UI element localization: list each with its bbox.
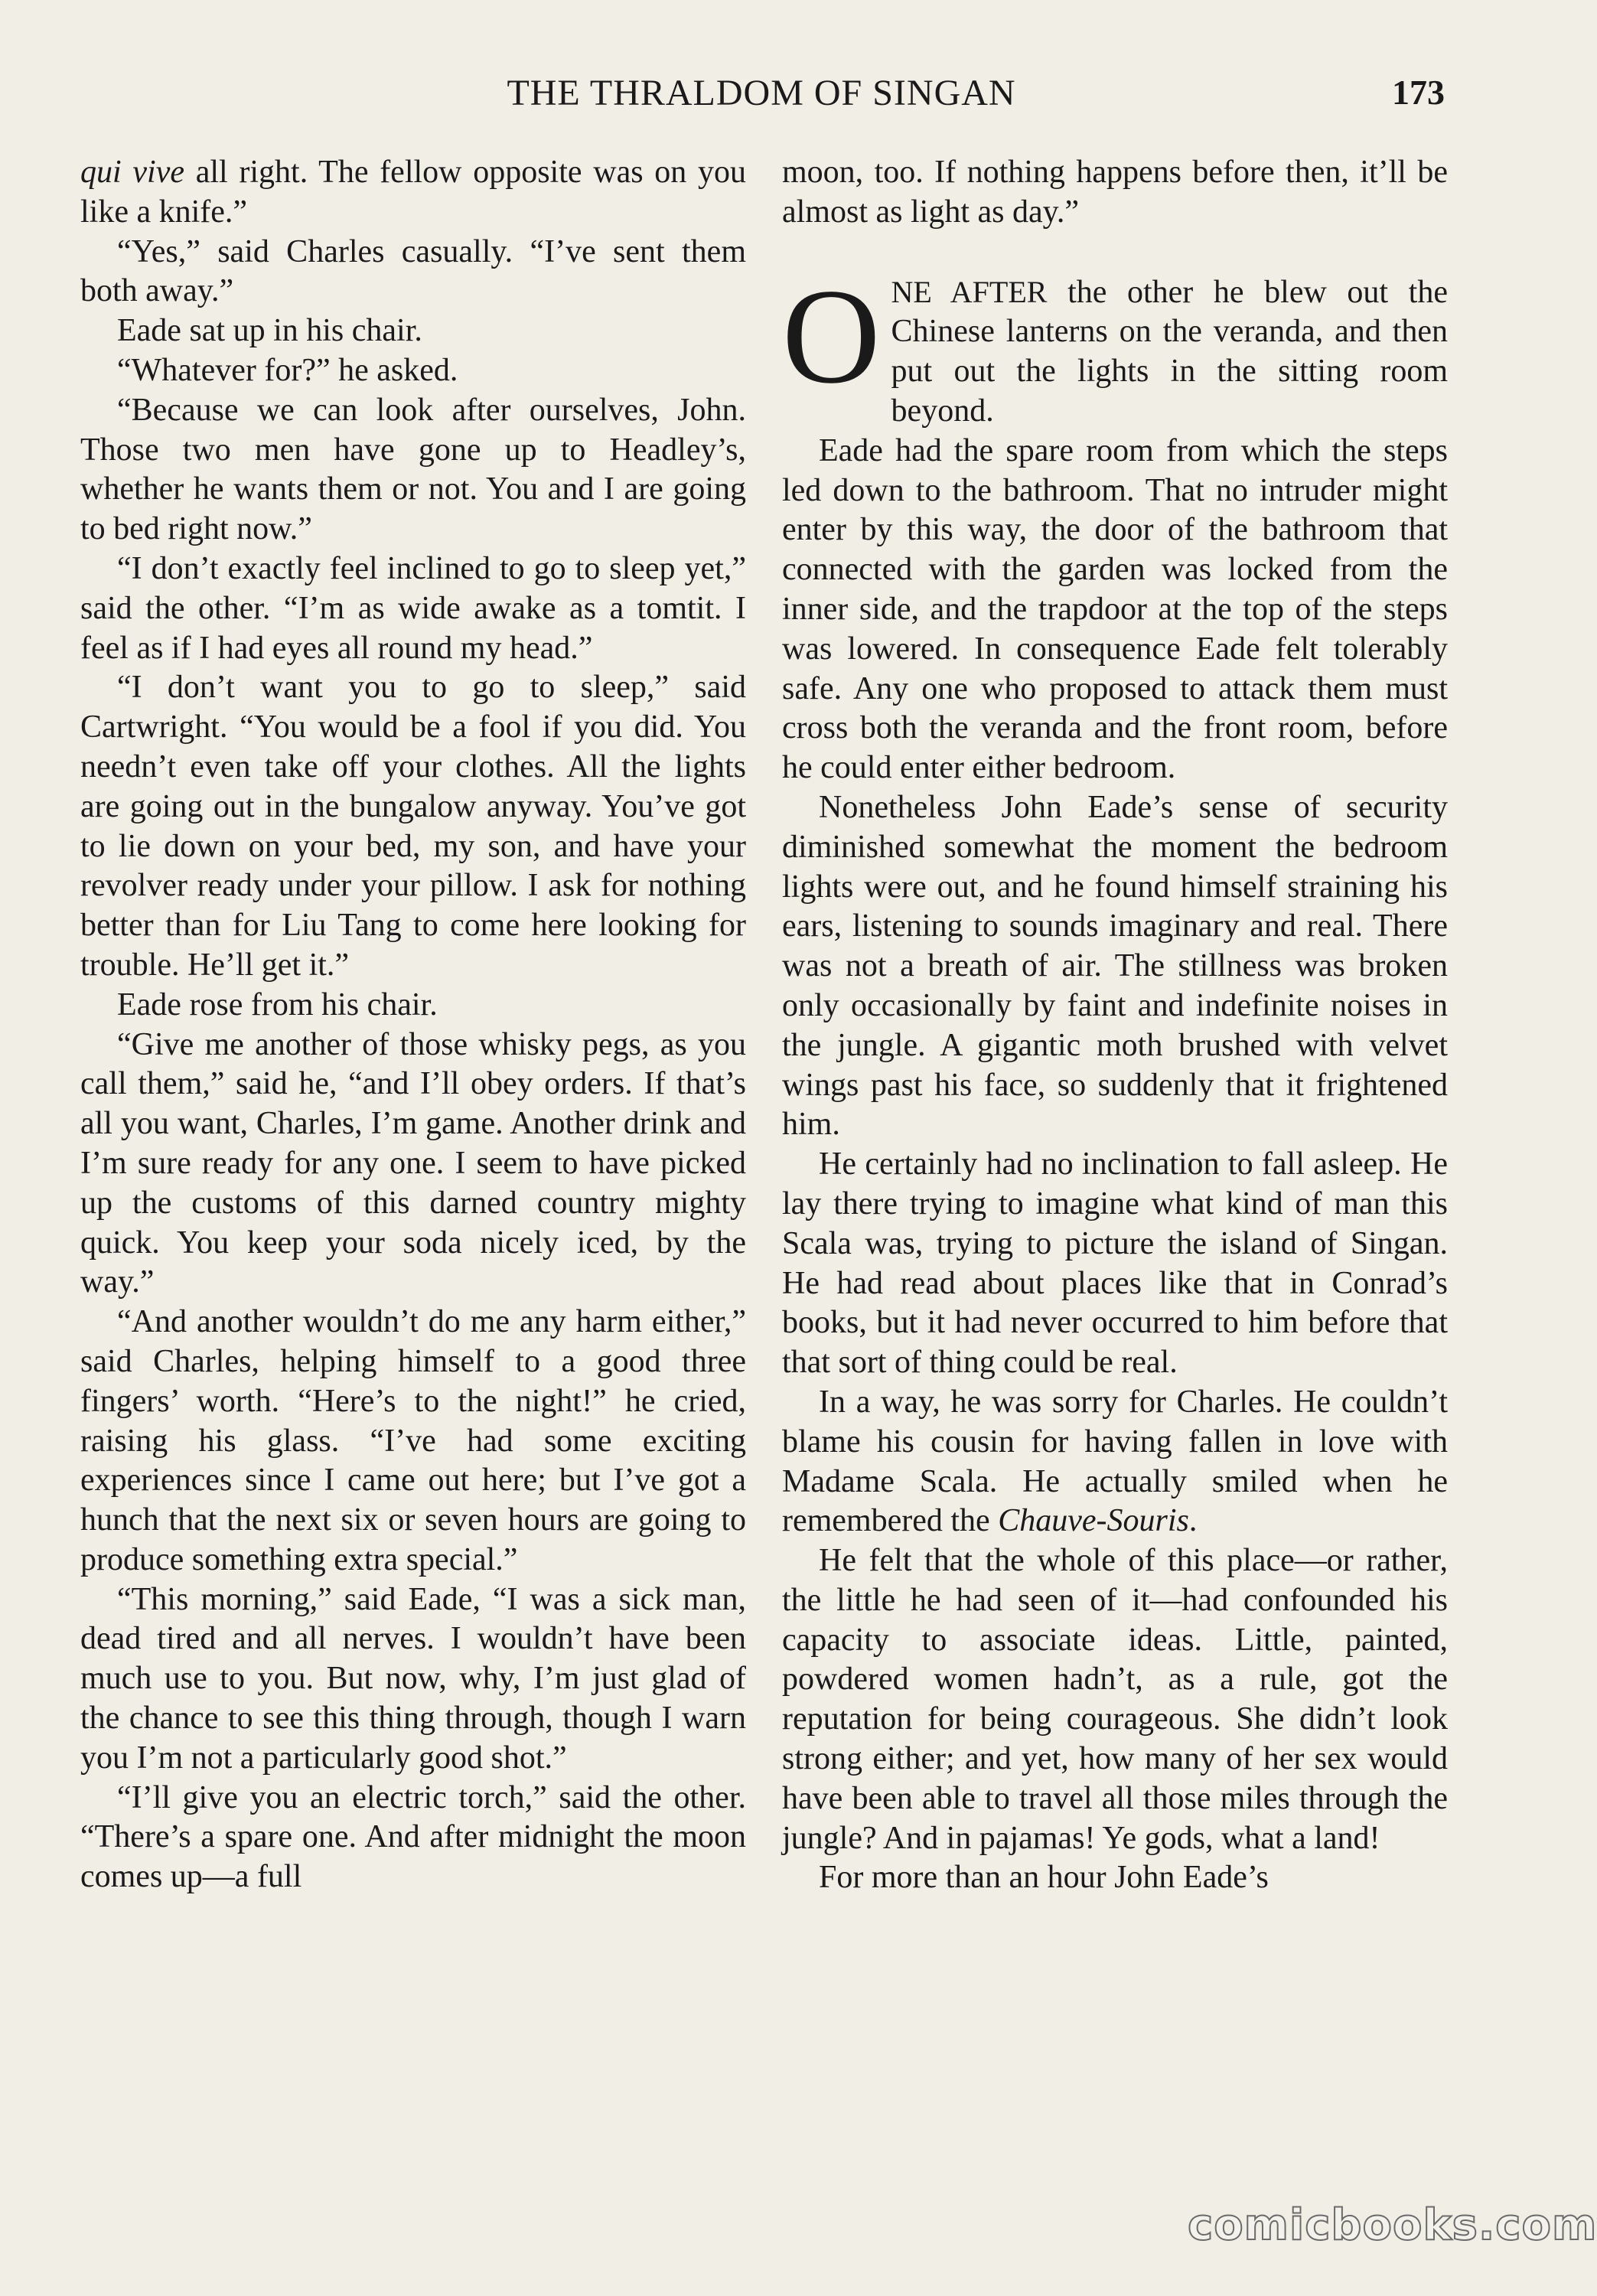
paragraph	[80, 153, 746, 233]
italic-phrase: qui vive	[80, 155, 184, 190]
left-column	[80, 153, 746, 1897]
section-opening-paragraph	[782, 259, 1448, 432]
paragraph: Nonetheless John Eade’s sense of security diminished somewhat the moment the bedroom lights were out, and he found himself straining his ears, listening to sounds imaginary and real. There was not a breath of air. The stillness was broken only occasionally by faint and indefinite noises in the jungle. A gigantic moth brushed with velvet wings past his face, so suddenly that it frightened him.	[782, 789, 1448, 1143]
paragraph: “Yes,” said Charles casually. “I’ve sent them both away.”	[80, 233, 746, 309]
paragraph: He certainly had no inclination to fall asleep. He lay there trying to imagine what kind of man this Scala was, trying to picture the island of Singan. He had read about places like that in Conrad’s books, but it had never occurred to him before that that sort of thing could be real.	[782, 1146, 1448, 1381]
paragraph	[782, 1383, 1448, 1541]
right-column	[782, 153, 1448, 1898]
paragraph: “And another wouldn’t do me any harm either,” said Charles, helping himself to a good three fingers’ worth. “Here’s to the night!” he cried, raising his glass. “I’ve had some exciting experiences since I came out here; but I’ve got a hunch that the next six or seven hours are going to produce something extra special.”	[80, 1304, 746, 1577]
paragraph: “I don’t want you to go to sleep,” said Cartwright. “You would be a fool if you did. You needn’t even take off your clothes. All the lights are going out in the bungalow anyway. You’ve got to lie down on your bed, my son, and have your revolver ready under your pillow. I ask for nothing better than for Liu Tang to come here looking for trouble. He’ll get it.”	[80, 670, 746, 983]
paragraph: Eade sat up in his chair.	[117, 313, 422, 349]
running-head	[77, 69, 1446, 115]
drop-cap: O	[782, 259, 881, 412]
paragraph: Eade had the spare room from which the steps led down to the bathroom. That no intruder might enter by this way, the door of the bathroom that connected with the garden was locked from the inner side, and the trapdoor at the top of the steps was lowered. In consequence Eade felt tolerably safe. Any one who proposed to attack them must cross both the veranda and the front room, before he could enter either bedroom.	[782, 432, 1448, 786]
paragraph: “This morning,” said Eade, “I was a sick man, dead tired and all nerves. I wouldn’t have been much use to you. But now, why, I’m just glad of the chance to see this thing through, though I warn you I’m not a particularly good shot.”	[80, 1581, 746, 1776]
paragraph: “I’ll give you an electric torch,” said the other. “There’s a spare one. And after midnight the moon comes up—a full	[80, 1779, 746, 1895]
paragraph: “I don’t exactly feel inclined to go to sleep yet,” said the other. “I’m as wide awake as a tomtit. I feel as if I had eyes all round my head.”	[80, 550, 746, 666]
page-number: 173	[1392, 73, 1445, 112]
paragraph-text: In a way, he was sorry for Charles. He couldn’t blame his cousin for having fallen in love with Madame Scala. He actually smiled when he remembered the	[782, 1384, 1448, 1539]
paragraph: Eade rose from his chair.	[117, 987, 438, 1022]
watermark-text: comicbooks.com	[1188, 2200, 1597, 2250]
paragraph-text: the other he blew out the Chinese lanterns on the veranda, and then put out the lights in the sitting room beyond.	[891, 274, 1448, 429]
section-lead-in: NE AFTER	[891, 274, 1048, 309]
paragraph-continuation: moon, too. If nothing happens before then, it’ll be almost as light as day.”	[782, 155, 1448, 230]
paragraph: “Give me another of those whisky pegs, as you call them,” said he, “and I’ll obey orders. If that’s all you want, Charles, I’m game. Another drink and I’m sure ready for any one. I seem to have picked up the customs of this darned country mighty quick. You keep your soda nicely iced, by the way.”	[80, 1026, 746, 1300]
watermark	[1188, 2200, 1597, 2262]
italic-title: Chauve-Souris	[998, 1503, 1189, 1539]
paragraph-text-end: .	[1188, 1503, 1198, 1539]
running-title: THE THRALDOM OF SINGAN	[507, 73, 1016, 113]
paragraph: “Because we can look after ourselves, John. Those two men have gone up to Headley’s, whether he wants them or not. You and I are going to bed right now.”	[80, 392, 746, 547]
paragraph: For more than an hour John Eade’s	[819, 1860, 1269, 1896]
paragraph: “Whatever for?” he asked.	[117, 352, 458, 388]
paragraph: He felt that the whole of this place—or rather, the little he had seen of it—had confounded his capacity to associate ideas. Little, painted, powdered women hadn’t, as a rule, got the reputation for being courageous. She didn’t look strong either; and yet, how many of her sex would have been able to travel all those miles through the jungle? And in pajamas! Ye gods, what a land!	[782, 1543, 1448, 1856]
paragraph-text: all right. The fellow opposite was on you like a knife.”	[80, 155, 747, 230]
